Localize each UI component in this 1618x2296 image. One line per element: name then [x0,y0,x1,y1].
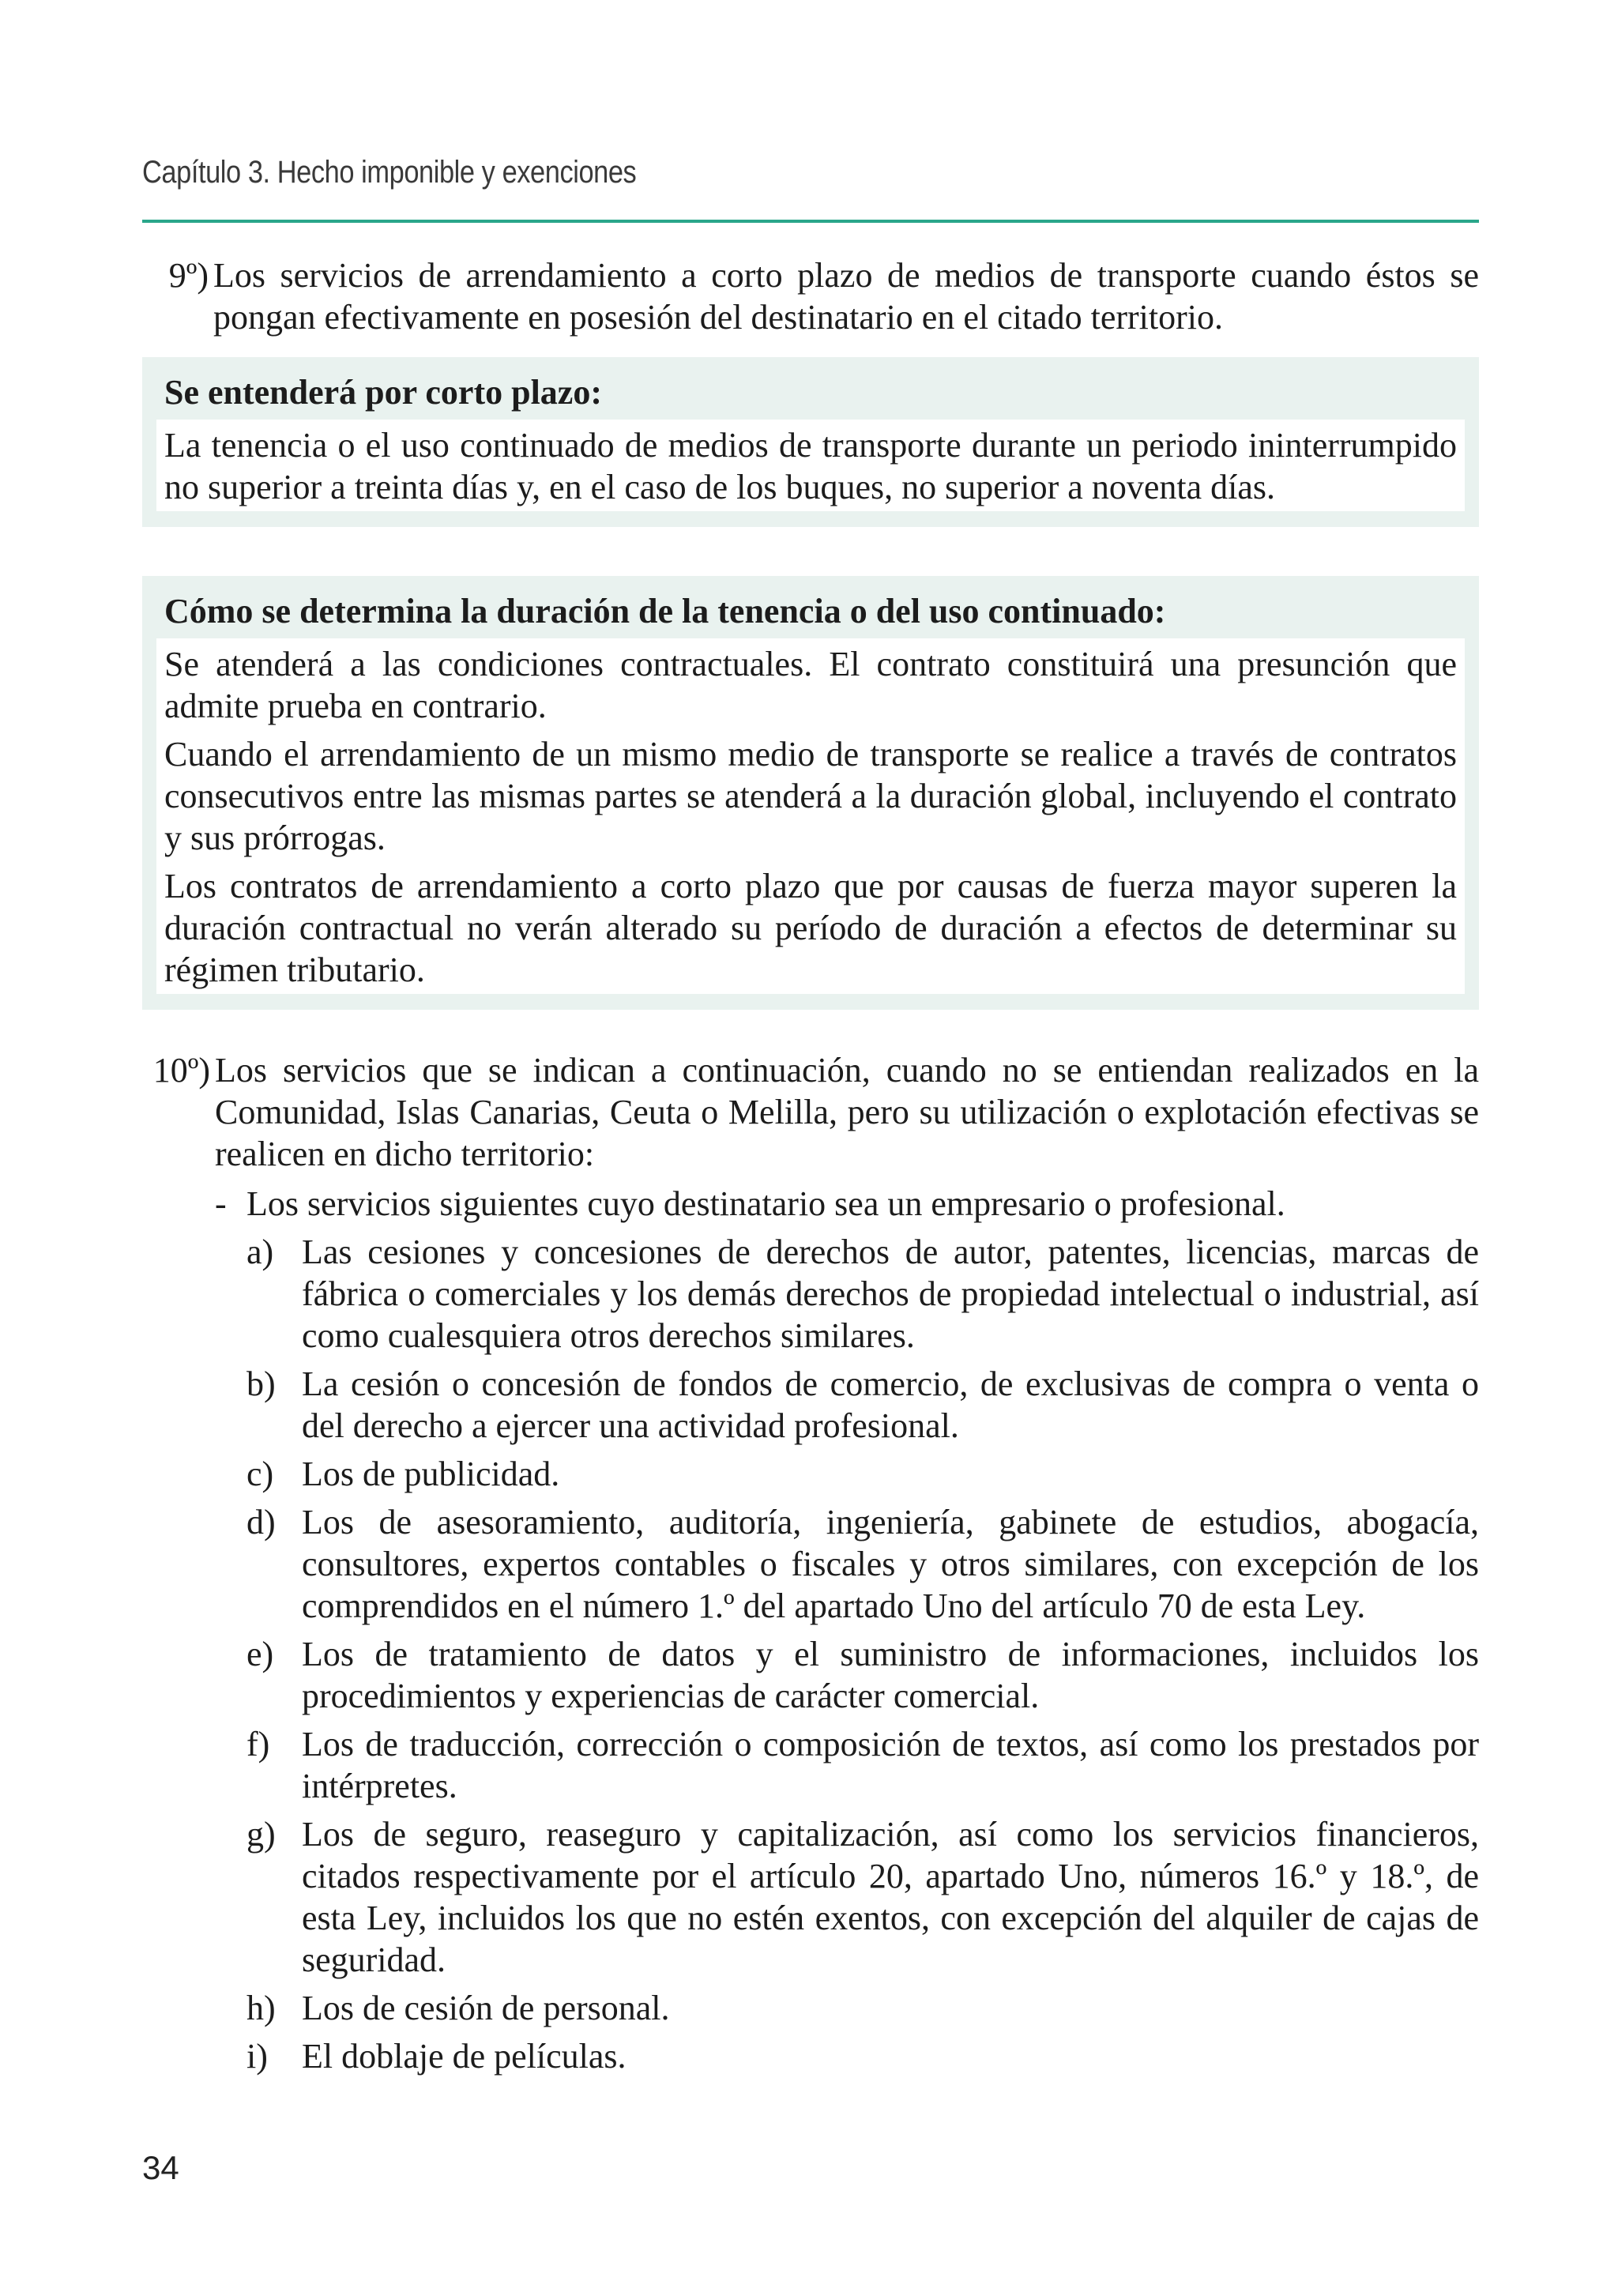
list-item-text: Los de seguro, reaseguro y capitalización, así como los servicios financieros, citados respectivamente por el artículo 20, apartado Uno, números 16.º y 18.º, de esta Ley, incluidos los que no estén exentos, con excepción del alquiler de cajas de seguridad. [302,1815,1479,1979]
box-paragraph: La tenencia o el uso continuado de medios de transporte durante un periodo ininterrumpido no superior a treinta días y, en el caso de los buques, no superior a noventa días. [164,426,1457,506]
list-item-label: h) [246,1989,276,2027]
list-item [246,1987,1479,2029]
box-paragraph: Cuando el arrendamiento de un mismo medio de transporte se realice a través de contratos consecutivos entre las mismas partes se atenderá a la duración global, incluyendo el contrato y sus prórrogas. [164,735,1457,857]
list-item-label: d) [246,1503,276,1541]
list-item [246,2035,1479,2077]
box-body [156,420,1465,511]
item-10 [142,1049,1479,1175]
box-paragraph: Se atenderá a las condiciones contractuales. El contrato constituirá una presunción que admite prueba en contrario. [164,645,1457,725]
list-item-label: i) [246,2037,268,2076]
list-item-text: El doblaje de películas. [302,2037,627,2076]
list-item [246,1723,1479,1807]
page-number: 34 [142,2149,179,2186]
list-item [246,1363,1479,1447]
list-item-text: La cesión o concesión de fondos de comercio, de exclusivas de compra o venta o del derecho a ejercer una actividad profesional. [302,1364,1479,1445]
list-item-label: a) [246,1233,274,1271]
list-item [246,1453,1479,1495]
dash-marker: - [215,1184,227,1223]
list-item-label: b) [246,1364,276,1403]
list-item [246,1231,1479,1357]
list-item-label: g) [246,1815,276,1854]
item-9-text: Los servicios de arrendamiento a corto plazo de medios de transporte cuando éstos se pongan efectivamente en posesión del destinatario en el citado territorio. [213,256,1479,337]
item-10-text: Los servicios que se indican a continuación, cuando no se entiendan realizados en la Comunidad, Islas Canarias, Ceuta o Melilla, pero su utilización o explotación efectivas se realicen en dicho territorio: [215,1051,1479,1173]
list-item-text: Los de traducción, corrección o composición de textos, así como los prestados por intérpretes. [302,1725,1479,1805]
box-paragraph: Los contratos de arrendamiento a corto plazo que por causas de fuerza mayor superen la duración contractual no verán alterado su período de duración a efectos de determinar su régimen tributario. [164,867,1457,989]
item-9-label: 9º) [168,256,209,295]
lettered-list [246,1231,1479,2077]
chapter-header: Capítulo 3. Hecho imponible y exenciones [142,155,637,190]
list-item-text: Los de cesión de personal. [302,1989,670,2027]
list-item [246,1813,1479,1981]
list-item-text: Las cesiones y concesiones de derechos de autor, patentes, licencias, marcas de fábrica o comerciales y los demás derechos de propiedad intelectual o industrial, así como cualesquiera otros derechos similares. [302,1233,1479,1355]
list-item-text: Los de publicidad. [302,1455,560,1493]
item-10-label: 10º) [152,1051,210,1090]
definition-box-duration [142,576,1479,1010]
box-title: Cómo se determina la duración de la tenencia o del uso continuado: [164,592,1166,630]
dash-text: Los servicios siguientes cuyo destinatario sea un empresario o profesional. [246,1184,1285,1223]
definition-box-short-term [142,357,1479,527]
item-9 [142,254,1479,338]
dash-list-item [215,1183,1479,1225]
list-item [246,1501,1479,1627]
header-rule [142,220,1479,223]
box-title: Se entenderá por corto plazo: [164,373,602,412]
list-item-text: Los de tratamiento de datos y el suministro de informaciones, incluidos los procedimientos y experiencias de carácter comercial. [302,1635,1479,1715]
list-item-label: c) [246,1455,274,1493]
box-body [156,638,1465,994]
page-content [142,254,1479,2083]
list-item [246,1633,1479,1717]
list-item-label: f) [246,1725,270,1763]
list-item-label: e) [246,1635,274,1673]
list-item-text: Los de asesoramiento, auditoría, ingeniería, gabinete de estudios, abogacía, consultores, expertos contables o fiscales y otros similares, con excepción de los comprendidos en el número 1.º del apartado Uno del artículo 70 de esta Ley. [302,1503,1479,1625]
